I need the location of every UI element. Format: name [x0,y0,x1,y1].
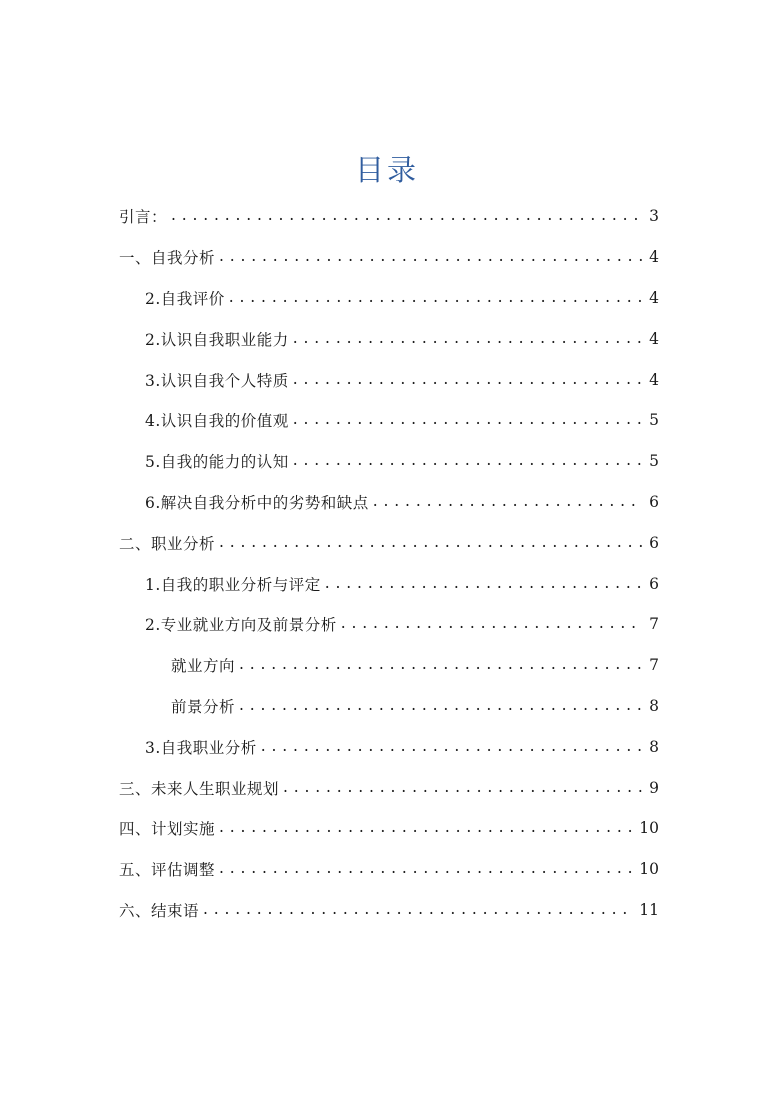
toc-page-number: 4 [649,329,659,348]
toc-entry-text: 4.认识自我的价值观 [145,412,289,431]
toc-page-number: 9 [649,778,659,797]
toc-dot-leader [219,818,633,838]
toc-dot-leader [219,859,633,879]
toc-page-number: 3 [649,207,659,226]
toc-dot-leader [283,778,643,798]
toc-dot-leader [293,329,643,349]
toc-page-number: 7 [649,615,659,634]
toc-dot-leader [373,492,643,512]
toc-entry-text: 引言： [119,208,168,227]
toc-dot-leader [239,696,643,716]
toc-entry-ability-cognition[interactable] [119,441,659,482]
toc-entry-employment-direction[interactable] [119,645,659,686]
toc-page-number: 5 [649,411,659,430]
toc-entry-text: 3.自我职业分析 [145,738,257,757]
toc-dot-leader [229,288,643,308]
toc-dot-leader [219,533,643,553]
toc-dot-leader [203,900,633,920]
toc-entry-prospect-analysis[interactable] [119,686,659,727]
toc-page-number: 5 [649,452,659,471]
toc-entry-future-career-plan[interactable] [119,767,659,808]
toc-title: 目录 [354,153,419,187]
toc-entry-text: 3.认识自我个人特质 [145,371,289,390]
toc-page-number: 10 [639,819,659,838]
toc-entry-text: 六、结束语 [119,901,200,920]
toc-entry-text: 五、评估调整 [119,861,216,880]
toc-entry-career-ability[interactable] [119,318,659,359]
toc-entry-career-assessment[interactable] [119,563,659,604]
toc-entry-evaluation-adjustment[interactable] [119,849,659,890]
toc-entry-conclusion[interactable] [119,890,659,931]
toc-entry-text: 2.专业就业方向及前景分析 [145,616,337,635]
toc-entry-plan-implementation[interactable] [119,808,659,849]
toc-page-number: 8 [649,737,659,756]
toc-dot-leader [239,655,643,675]
toc-dot-leader [219,247,643,267]
toc-page-number: 7 [649,656,659,675]
toc-entry-values[interactable] [119,400,659,441]
toc-entry-personal-traits[interactable] [119,359,659,400]
toc-entry-text: 四、计划实施 [119,820,216,839]
toc-entry-text: 就业方向 [171,657,236,676]
toc-dot-leader [261,737,643,757]
toc-page-number: 6 [649,574,659,593]
toc-entry-text: 一、自我分析 [119,249,216,268]
toc-dot-leader [293,370,643,390]
toc-page-number: 4 [649,370,659,389]
toc-page-number: 6 [649,533,659,552]
toc-entry-weaknesses[interactable] [119,482,659,523]
toc-entry-self-analysis[interactable] [119,237,659,278]
toc-entry-text: 2.自我评价 [145,289,225,308]
toc-page-number: 6 [649,492,659,511]
toc-entry-text: 6.解决自我分析中的劣势和缺点 [145,493,369,512]
toc-dot-leader [341,614,643,634]
toc-page-number: 10 [639,860,659,879]
toc-entry-text: 前景分析 [171,697,236,716]
toc-page-number: 4 [649,288,659,307]
toc-entry-introduction[interactable] [119,196,659,237]
toc-entry-text: 1.自我的职业分析与评定 [145,575,321,594]
toc-dot-leader [293,410,643,430]
toc-page-number: 4 [649,248,659,267]
toc-list [119,196,659,930]
toc-page-number: 11 [639,900,659,919]
toc-entry-text: 5.自我的能力的认知 [145,453,289,472]
toc-page-number: 8 [649,696,659,715]
toc-dot-leader [325,574,643,594]
toc-entry-employment-prospects[interactable] [119,604,659,645]
toc-entry-self-career-analysis[interactable] [119,726,659,767]
toc-entry-text: 三、未来人生职业规划 [119,779,280,798]
toc-entry-text: 二、职业分析 [119,534,216,553]
toc-entry-career-analysis[interactable] [119,522,659,563]
toc-entry-self-evaluation[interactable] [119,278,659,319]
toc-dot-leader [293,451,643,471]
toc-dot-leader [171,206,643,226]
toc-entry-text: 2.认识自我职业能力 [145,330,289,349]
